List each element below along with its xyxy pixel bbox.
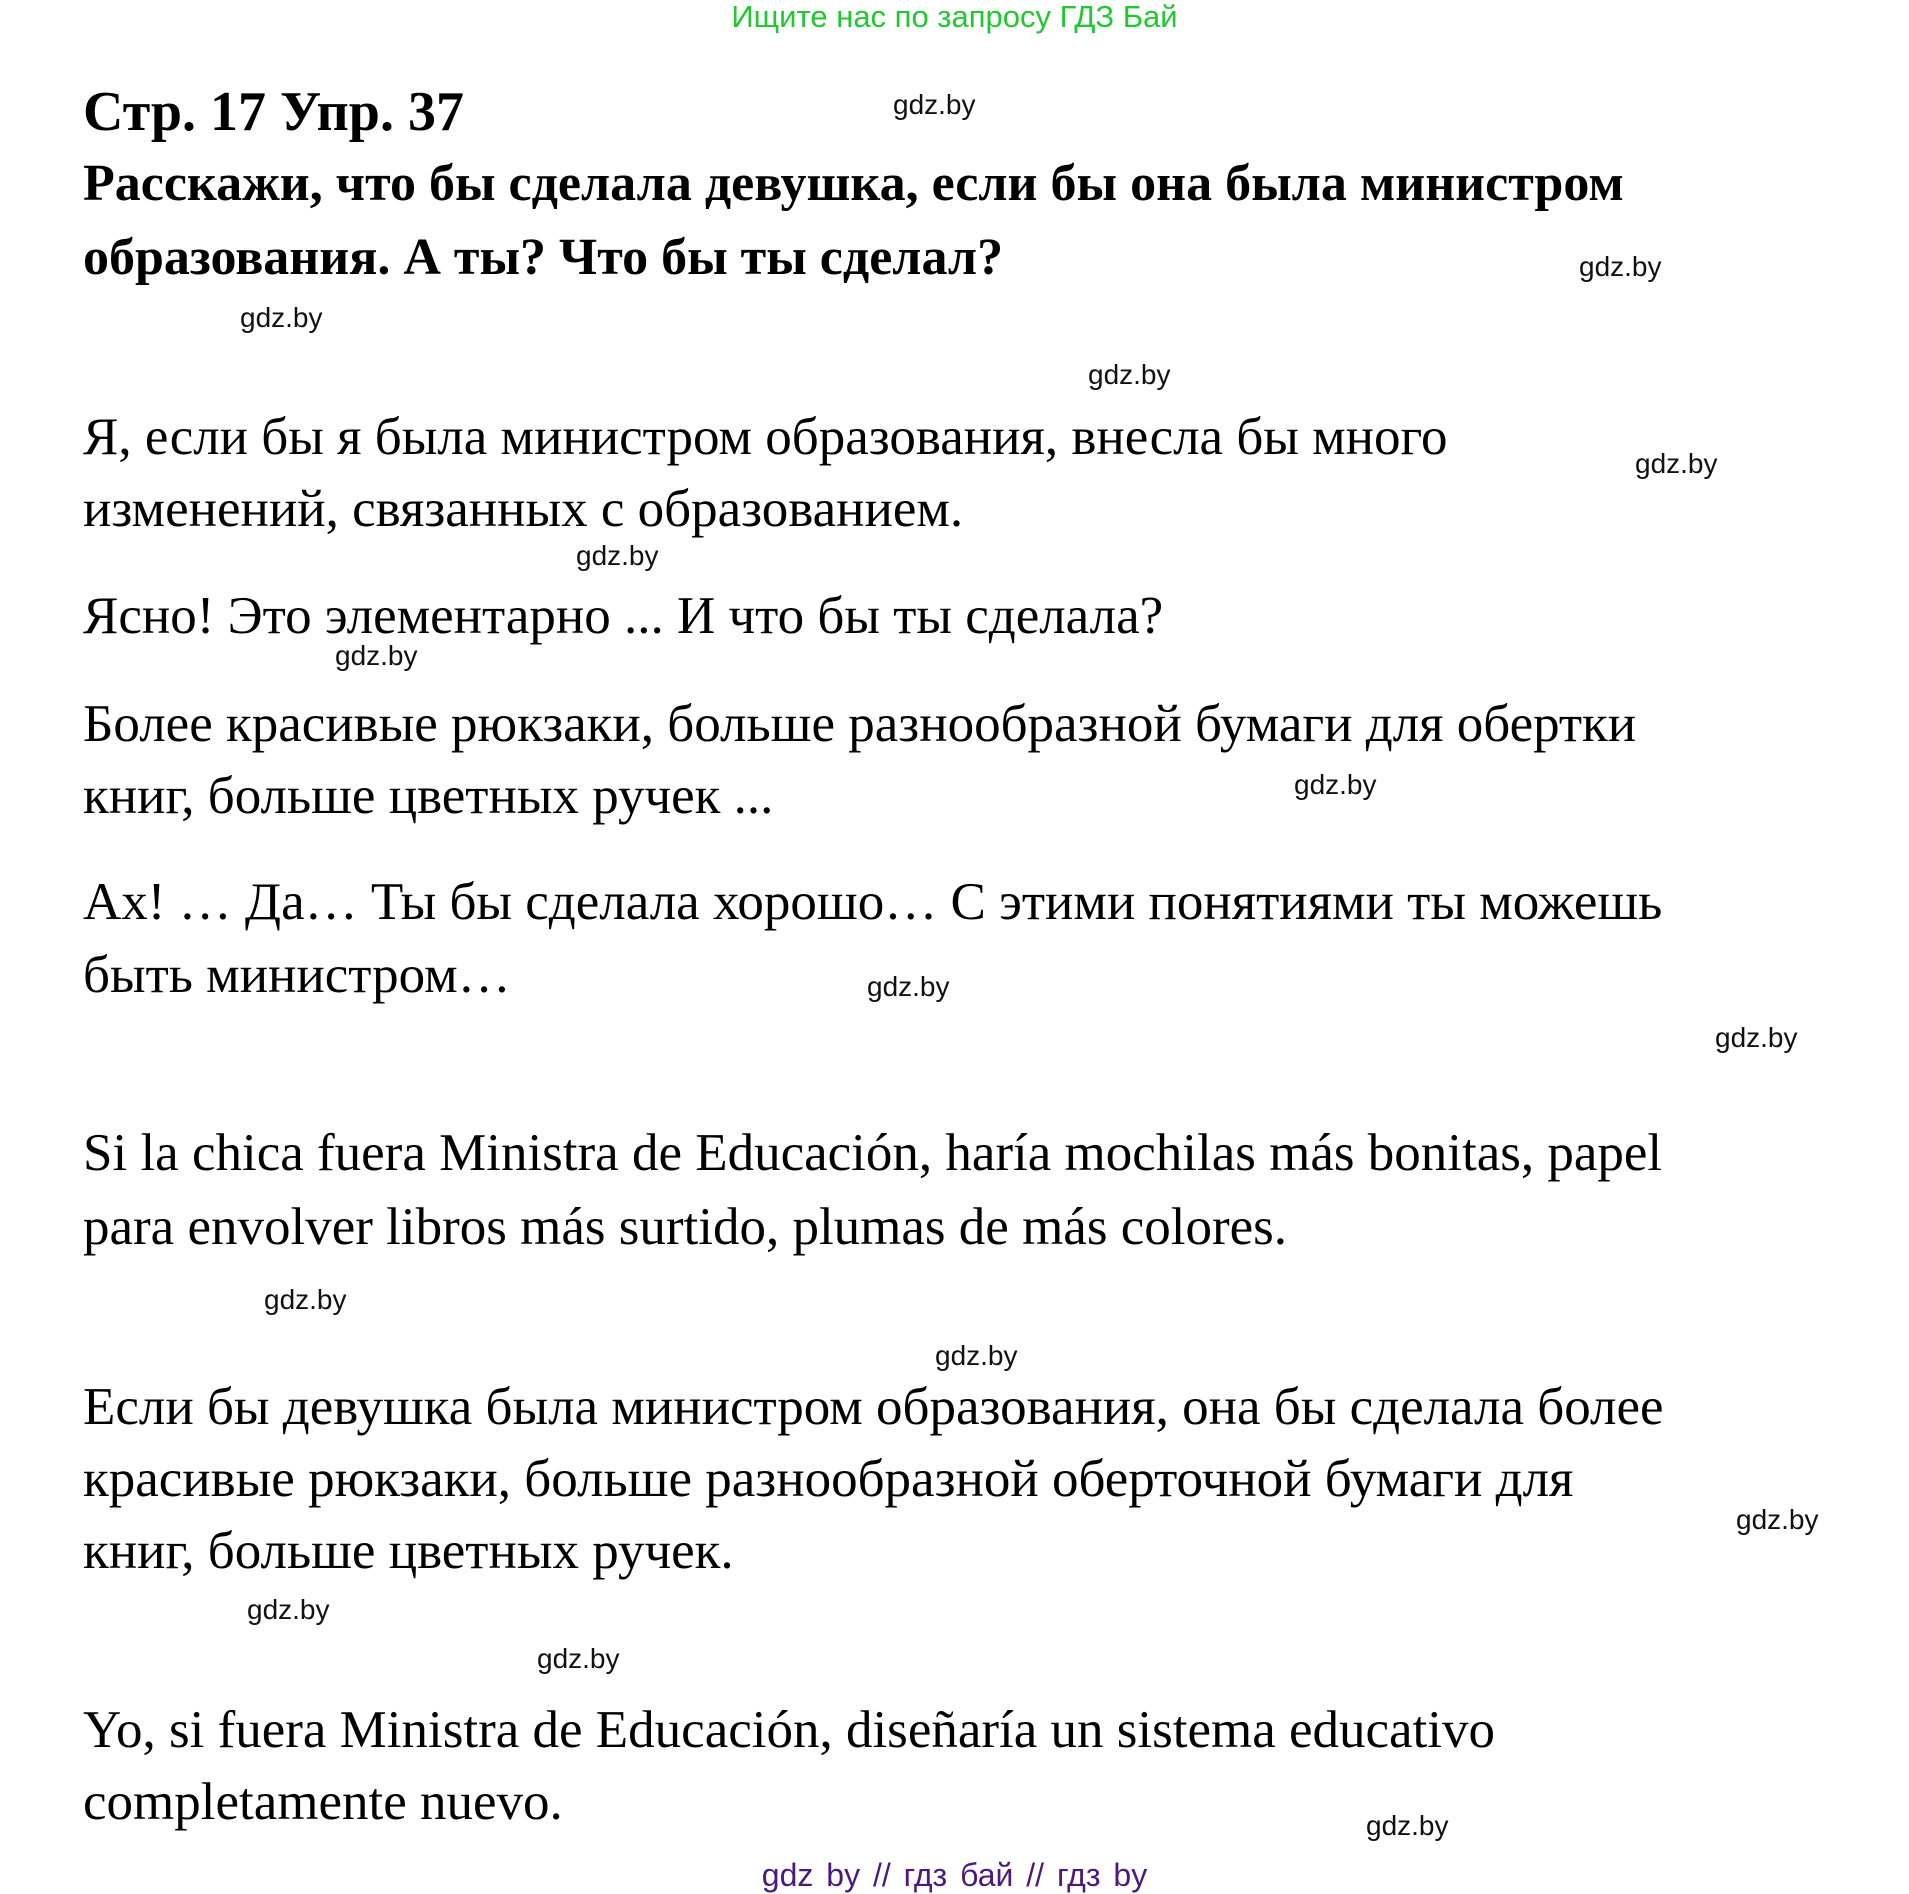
- watermark: gdz.by: [1294, 769, 1377, 800]
- watermark: gdz.by: [264, 1284, 347, 1315]
- watermark: gdz.by: [893, 89, 976, 120]
- header-ad-text[interactable]: Ищите нас по запросу ГДЗ Бай: [731, 0, 1178, 34]
- watermark: gdz.by: [335, 640, 418, 671]
- watermark: gdz.by: [247, 1594, 330, 1625]
- watermark: gdz.by: [537, 1643, 620, 1674]
- watermark: gdz.by: [576, 540, 659, 571]
- dialogue-line: Ясно! Это элементарно ... И что бы ты сделала?: [83, 587, 1164, 645]
- answer-spanish-line: Yo, si fuera Ministra de Educación, diseñaría un sistema educativo: [83, 1701, 1496, 1759]
- dialogue-line: Ах! … Да… Ты бы сделала хорошо… С этими понятиями ты можешь: [83, 873, 1663, 931]
- answer-russian-line: красивые рюкзаки, больше разнообразной оберточной бумаги для: [83, 1450, 1574, 1508]
- watermark: gdz.by: [867, 971, 950, 1002]
- watermark: gdz.by: [1088, 359, 1171, 390]
- watermark: gdz.by: [1635, 448, 1718, 479]
- task-line-1: Расскажи, что бы сделала девушка, если бы она была министром: [83, 155, 1624, 212]
- dialogue-line: книг, больше цветных ручек ...: [83, 767, 774, 825]
- dialogue-line: быть министром…: [83, 946, 511, 1004]
- watermark: gdz.by: [935, 1340, 1018, 1371]
- watermark: gdz.by: [240, 302, 323, 333]
- answer-spanish-line: para envolver libros más surtido, plumas de más colores.: [83, 1198, 1287, 1256]
- exercise-title: Стр. 17 Упр. 37: [83, 81, 464, 143]
- task-line-2: образования. А ты? Что бы ты сделал?: [83, 229, 1004, 286]
- watermark: gdz.by: [1366, 1810, 1449, 1841]
- answer-russian-line: книг, больше цветных ручек.: [83, 1522, 734, 1580]
- dialogue-line: Я, если бы я была министром образования, внесла бы много: [83, 408, 1448, 466]
- answer-spanish-line: completamente nuevo.: [83, 1773, 563, 1831]
- footer-links-text[interactable]: gdz by // гдз бай // гдз by: [761, 1857, 1148, 1893]
- watermark: gdz.by: [1579, 251, 1662, 282]
- watermark: gdz.by: [1715, 1022, 1798, 1053]
- watermark: gdz.by: [1736, 1504, 1819, 1535]
- dialogue-line: изменений, связанных с образованием.: [83, 480, 964, 538]
- answer-russian-line: Если бы девушка была министром образования, она бы сделала более: [83, 1378, 1664, 1436]
- answer-spanish-line: Si la chica fuera Ministra de Educación, haría mochilas más bonitas, papel: [83, 1124, 1663, 1182]
- dialogue-line: Более красивые рюкзаки, больше разнообразной бумаги для обертки: [83, 695, 1637, 753]
